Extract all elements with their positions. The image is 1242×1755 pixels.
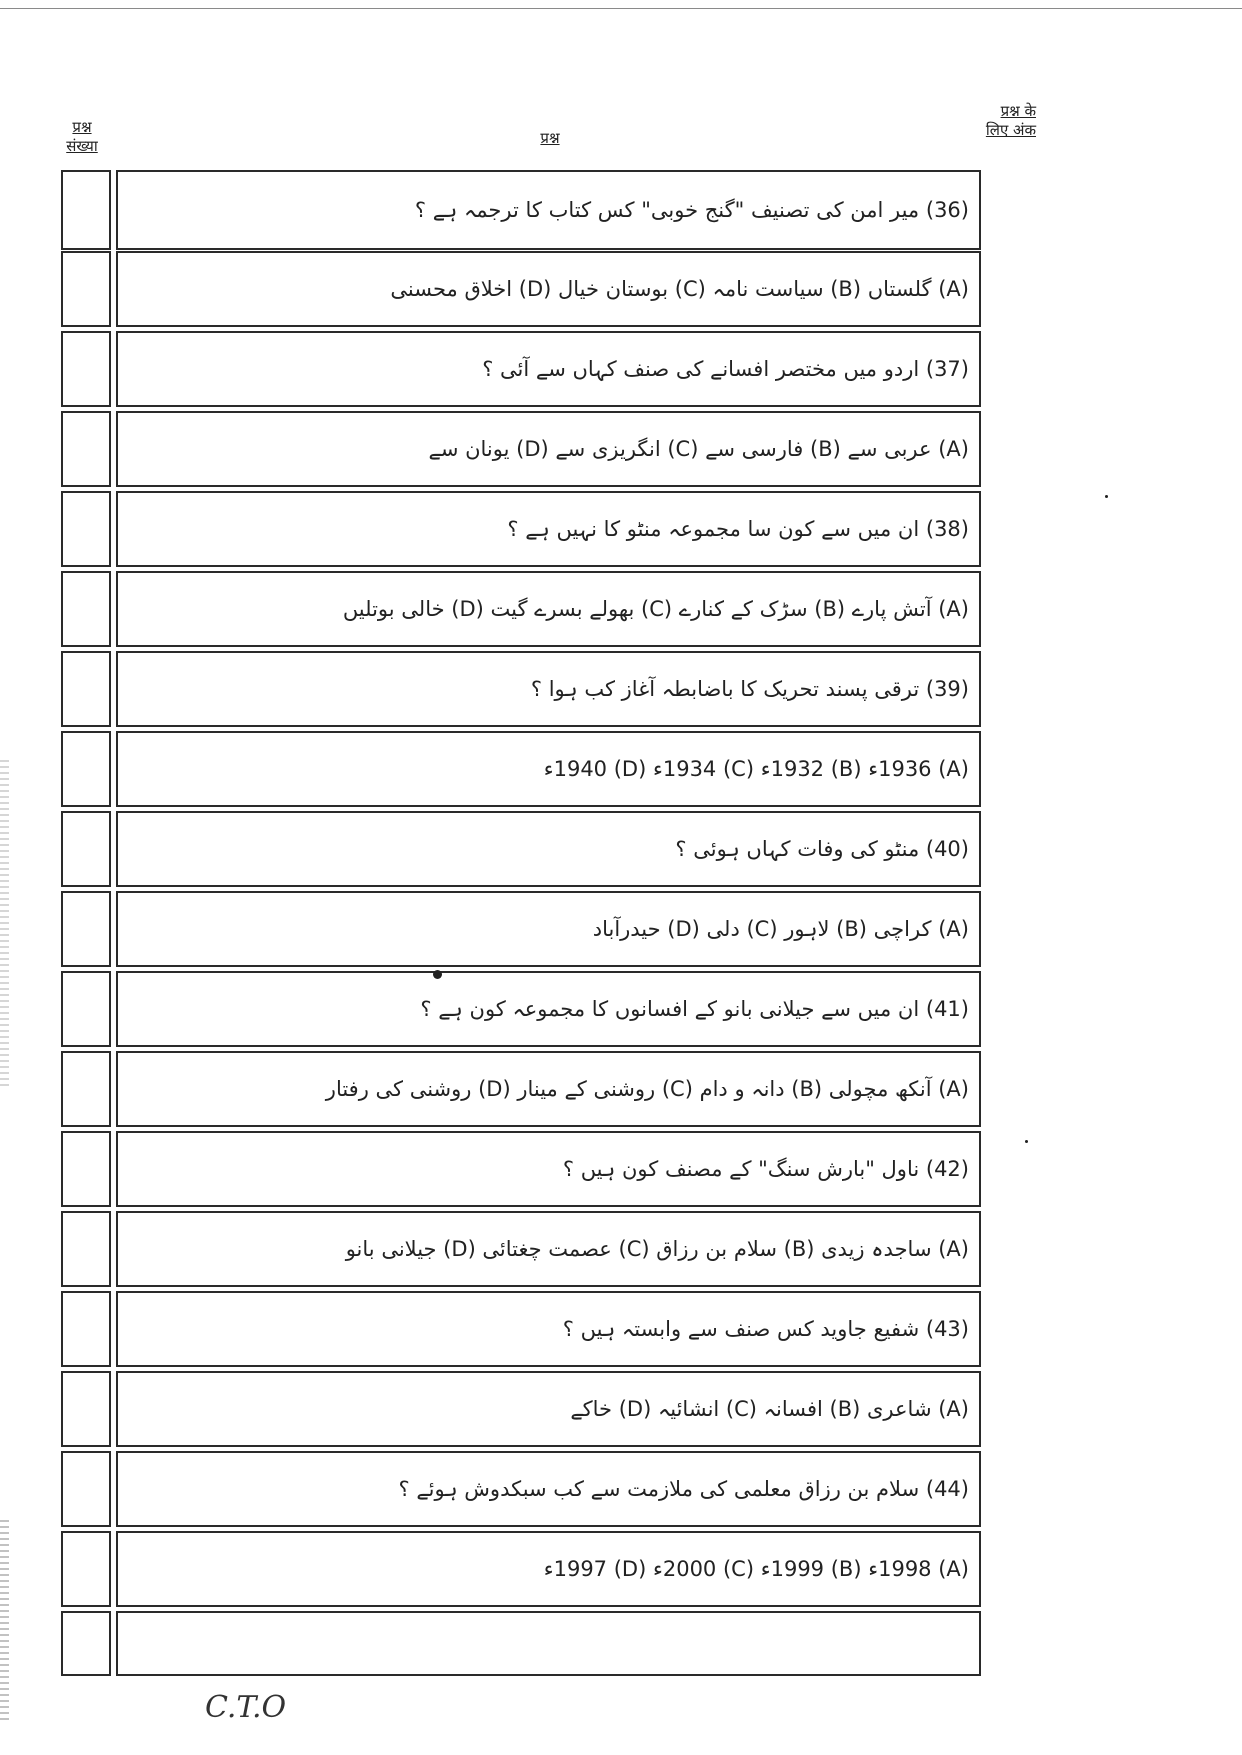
header-question xyxy=(520,129,580,148)
question-box xyxy=(116,651,981,727)
options-box xyxy=(116,731,981,807)
question-box xyxy=(116,1291,981,1367)
question-number-box[interactable] xyxy=(61,651,111,727)
empty-box xyxy=(116,1611,981,1676)
options-text: (A) کراچی (B) لاہور (C) دلی (D) حیدرآباد xyxy=(592,917,969,941)
grid-row xyxy=(61,411,981,487)
question-number-box[interactable] xyxy=(61,1531,111,1607)
question-number-box[interactable] xyxy=(61,571,111,647)
ink-dot xyxy=(1025,1140,1028,1143)
continued-note: C.T.O xyxy=(205,1690,287,1725)
scan-edge-mark xyxy=(0,760,9,1090)
grid-row xyxy=(61,1531,981,1607)
question-number-box[interactable] xyxy=(61,1291,111,1367)
question-text: (37) اردو میں مختصر افسانے کی صنف کہاں سے آئی ؟ xyxy=(482,357,969,381)
options-text: (A) 1998ء (B) 1999ء (C) 2000ء (D) 1997ء xyxy=(543,1557,969,1581)
header-question-number-line1: प्रश्न xyxy=(72,118,92,136)
header-question-number-line2: संख्या xyxy=(66,137,98,155)
question-number-box[interactable] xyxy=(61,1211,111,1287)
question-text: (44) سلام بن رزاق معلمی کی ملازمت سے کب سبکدوش ہوئے ؟ xyxy=(398,1477,969,1501)
question-number-box[interactable] xyxy=(61,1371,111,1447)
options-box xyxy=(116,571,981,647)
question-box xyxy=(116,1451,981,1527)
options-box xyxy=(116,251,981,327)
question-text: (41) ان میں سے جیلانی بانو کے افسانوں کا مجموعہ کون ہے ؟ xyxy=(420,997,969,1021)
question-box xyxy=(116,331,981,407)
question-number-box[interactable] xyxy=(61,251,111,327)
grid-row xyxy=(61,891,981,967)
question-text: (38) ان میں سے کون سا مجموعہ منٹو کا نہیں ہے ؟ xyxy=(507,517,969,541)
question-box xyxy=(116,491,981,567)
question-text: (36) میر امن کی تصنیف "گنج خوبی" کس کتاب کا ترجمہ ہے ؟ xyxy=(414,198,969,222)
options-box xyxy=(116,1211,981,1287)
ink-dot xyxy=(1105,495,1108,498)
scan-edge-mark xyxy=(0,1520,9,1720)
options-box xyxy=(116,1531,981,1607)
options-box xyxy=(116,1051,981,1127)
question-text: (40) منٹو کی وفات کہاں ہوئی ؟ xyxy=(675,837,969,861)
grid-row xyxy=(61,651,981,727)
grid-row xyxy=(61,811,981,887)
grid-row xyxy=(61,971,981,1047)
question-number-box[interactable] xyxy=(61,1451,111,1527)
header-marks-line2: लिए अंक xyxy=(985,121,1036,139)
grid-row xyxy=(61,1211,981,1287)
question-number-box[interactable] xyxy=(61,1611,111,1676)
grid-row xyxy=(61,170,981,250)
grid-row xyxy=(61,331,981,407)
options-text: (A) شاعری (B) افسانہ (C) انشائیہ (D) خاکے xyxy=(570,1397,969,1421)
question-number-box[interactable] xyxy=(61,731,111,807)
top-rule xyxy=(0,8,1242,9)
header-question-label: प्रश्न xyxy=(540,129,560,147)
question-number-box[interactable] xyxy=(61,491,111,567)
options-box xyxy=(116,411,981,487)
empty-row-text xyxy=(132,1613,969,1674)
question-number-box[interactable] xyxy=(61,1131,111,1207)
grid-row xyxy=(61,731,981,807)
grid-row xyxy=(61,1451,981,1527)
grid-row xyxy=(61,1371,981,1447)
options-text: (A) عربی سے (B) فارسی سے (C) انگریزی سے (D) یونان سے xyxy=(428,437,969,461)
options-text: (A) 1936ء (B) 1932ء (C) 1934ء (D) 1940ء xyxy=(543,757,969,781)
options-text: (A) گلستاں (B) سیاست نامہ (C) بوستان خیال (D) اخلاق محسنی xyxy=(390,277,969,301)
grid-row xyxy=(61,1291,981,1367)
question-number-box[interactable] xyxy=(61,971,111,1047)
grid-row xyxy=(61,1611,981,1676)
question-number-box[interactable] xyxy=(61,811,111,887)
question-box xyxy=(116,971,981,1047)
grid-row xyxy=(61,1051,981,1127)
options-text: (A) آتش پارے (B) سڑک کے کنارے (C) بھولے بسرے گیت (D) خالی بوتلیں xyxy=(342,597,969,621)
question-number-box[interactable] xyxy=(61,891,111,967)
grid-row xyxy=(61,571,981,647)
question-number-box[interactable] xyxy=(61,170,111,250)
header-marks xyxy=(966,102,1036,140)
header-question-number xyxy=(58,118,106,156)
ink-dot xyxy=(433,970,442,979)
question-text: (43) شفیع جاوید کس صنف سے وابستہ ہیں ؟ xyxy=(562,1317,969,1341)
question-box xyxy=(116,1131,981,1207)
grid-row xyxy=(61,1131,981,1207)
options-box xyxy=(116,1371,981,1447)
question-number-box[interactable] xyxy=(61,1051,111,1127)
question-number-box[interactable] xyxy=(61,411,111,487)
grid-row xyxy=(61,251,981,327)
grid-row xyxy=(61,491,981,567)
question-box xyxy=(116,170,981,250)
question-number-box[interactable] xyxy=(61,331,111,407)
options-text: (A) آنکھ مچولی (B) دانہ و دام (C) روشنی کے مینار (D) روشنی کی رفتار xyxy=(325,1077,969,1101)
header-marks-line1: प्रश्न के xyxy=(1000,102,1036,120)
question-box xyxy=(116,811,981,887)
question-text: (39) ترقی پسند تحریک کا باضابطہ آغاز کب ہوا ؟ xyxy=(530,677,969,701)
question-text: (42) ناول "بارش سنگ" کے مصنف کون ہیں ؟ xyxy=(562,1157,969,1181)
options-text: (A) ساجدہ زیدی (B) سلام بن رزاق (C) عصمت چغتائی (D) جیلانی بانو xyxy=(345,1237,969,1261)
options-box xyxy=(116,891,981,967)
